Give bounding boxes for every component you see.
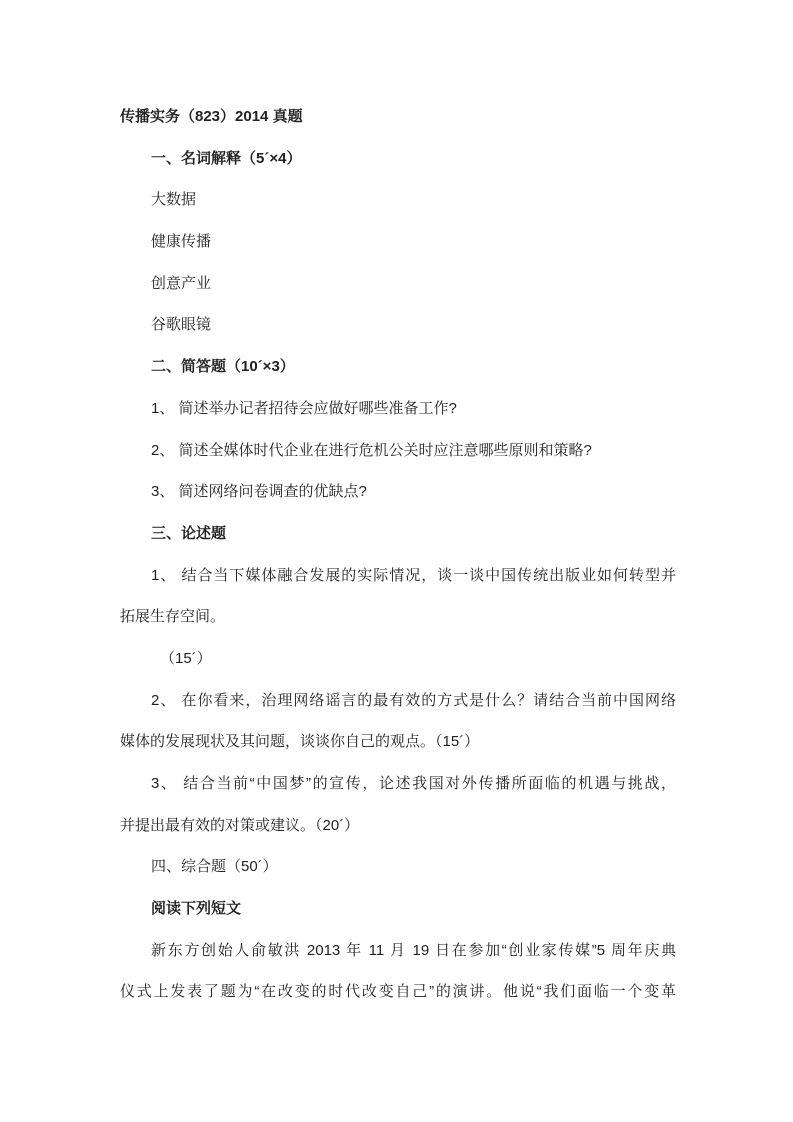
section1-heading: 一、名词解释（5´×4） [151,149,302,167]
term-item: 大数据 [151,191,197,209]
term-item: 创意产业 [151,274,212,292]
document-title: 传播实务（823）2014 真题 [120,108,303,125]
essay-question-3-line: 并提出最有效的对策或建议。（20´） [120,816,360,834]
term-item: 谷歌眼镜 [151,316,212,334]
passage-line: 新东方创始人俞敏洪 2013 年 11 月 19 日在参加“创业家传媒”5 周年庆典 [151,941,676,959]
term-item: 健康传播 [151,233,212,251]
question-item: 1、 简述举办记者招待会应做好哪些准备工作? [151,399,457,417]
question-item: 2、 简述全媒体时代企业在进行危机公关时应注意哪些原则和策略? [151,441,592,459]
essay-question-1-line: 1、 结合当下媒体融合发展的实际情况，谈一谈中国传统出版业如何转型并 [151,566,676,584]
essay-question-2-line: 2、 在你看来，治理网络谣言的最有效的方式是什么？请结合当前中国网络 [151,691,676,709]
section4-subheading: 阅读下列短文 [151,900,242,918]
passage-line: 仪式上发表了题为“在改变的时代改变自己”的演讲。他说“我们面临一个变革 [120,983,676,1001]
document-page [120,104,676,1021]
essay-question-1-line: 拓展生存空间。 [120,608,226,626]
section3-heading: 三、论述题 [151,524,227,542]
section2-heading: 二、简答题（10´×3） [151,358,295,376]
essay-question-2-line: 媒体的发展现状及其问题，谈谈你自己的观点。（15´） [120,733,480,751]
question-item: 3、 简述网络问卷调查的优缺点? [151,483,367,501]
essay-question-3-line: 3、 结合当前“中国梦”的宣传，论述我国对外传播所面临的机遇与挑战， [151,775,676,792]
essay-question-1-score: （15´） [160,649,212,667]
section4-heading: 四、综合题（50´） [151,858,278,876]
